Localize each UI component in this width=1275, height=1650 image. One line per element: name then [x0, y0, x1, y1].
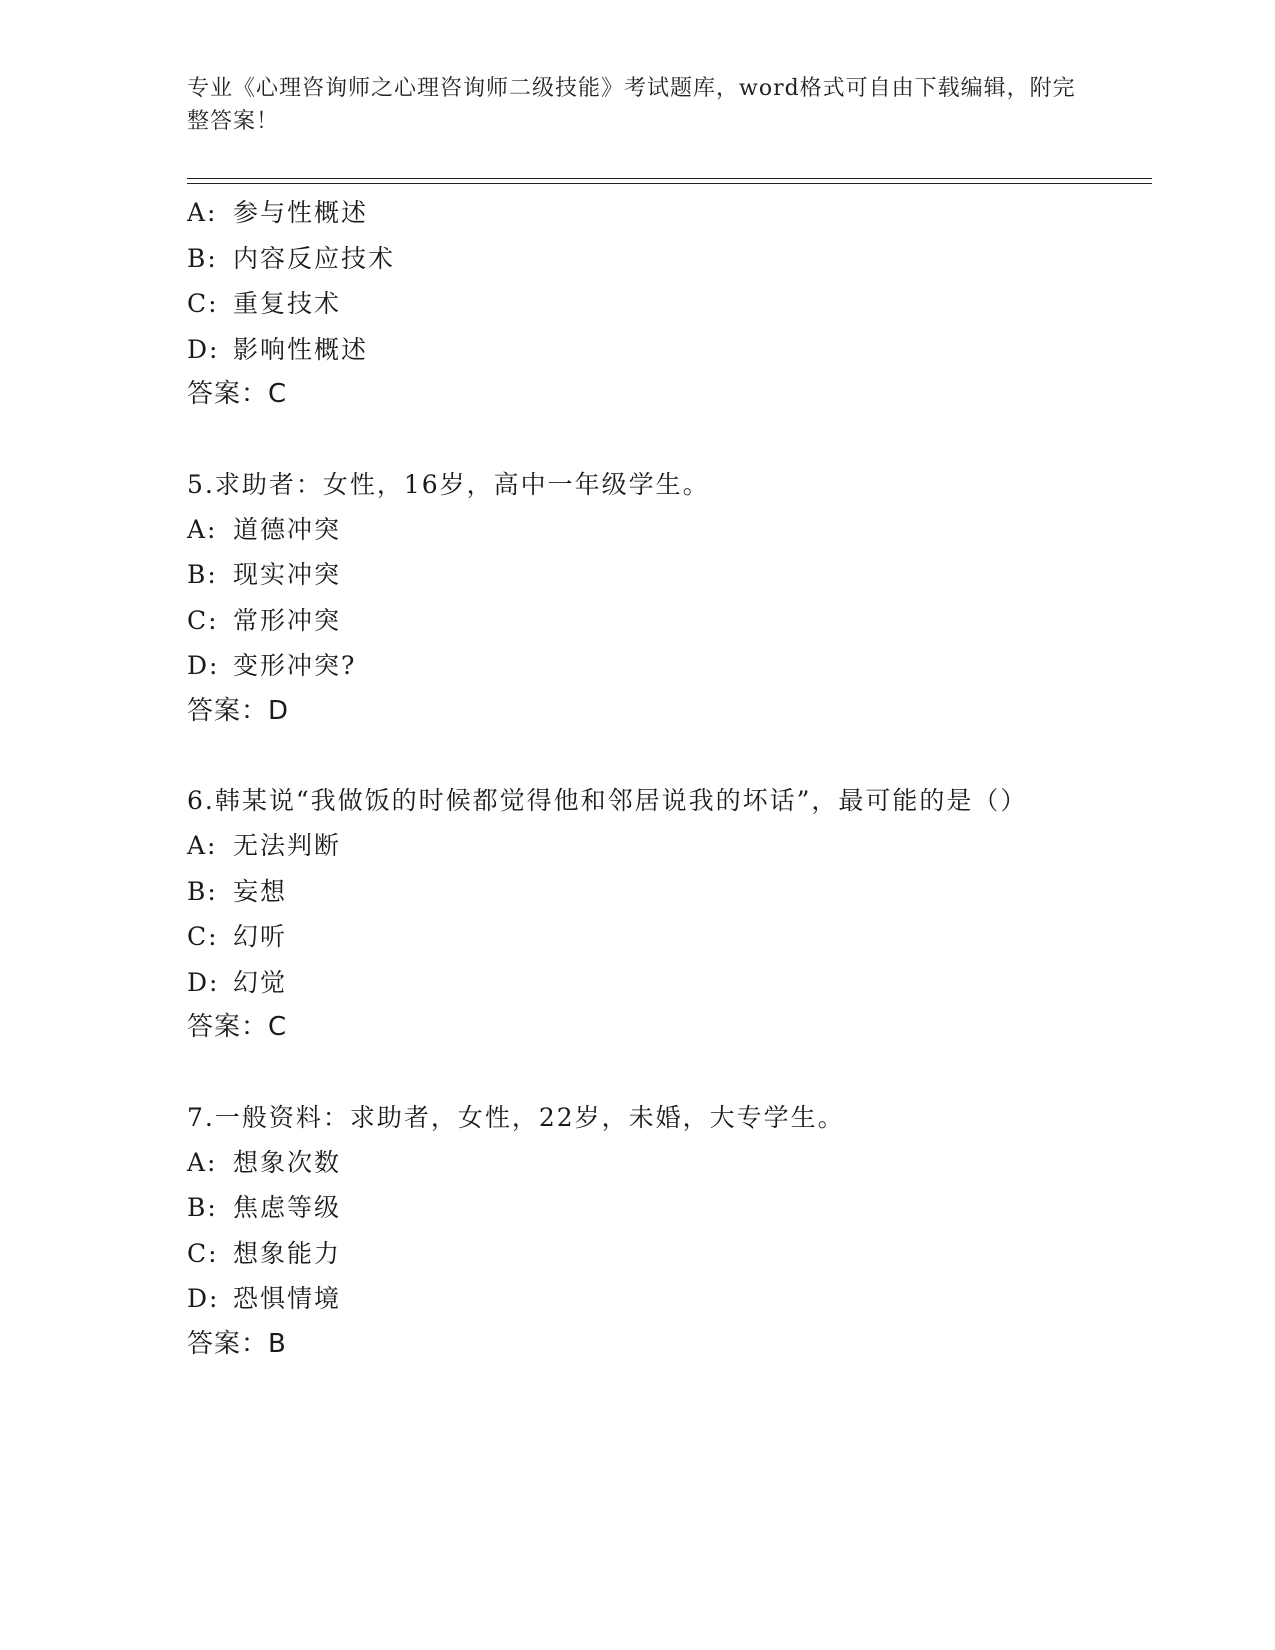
question-block-continued [187, 190, 1087, 418]
question-list [187, 190, 1087, 1367]
option-text: 道德冲突 [233, 514, 342, 544]
option-text: 想象次数 [233, 1147, 342, 1177]
option-key: A: [187, 1147, 218, 1177]
option-key: A: [187, 831, 218, 860]
header-rule-bottom [187, 183, 1152, 184]
option-a [187, 507, 1087, 553]
option-c [187, 1231, 1087, 1277]
option-key: A: [187, 198, 218, 227]
option-key: B: [187, 243, 218, 273]
option-b [187, 236, 1087, 282]
option-c [187, 281, 1087, 327]
option-a [187, 1140, 1087, 1186]
option-b [187, 552, 1087, 598]
header-rule-top [187, 178, 1152, 179]
option-d [187, 1276, 1087, 1322]
option-key: B: [187, 1193, 218, 1222]
option-b [187, 1185, 1087, 1231]
option-key: D: [187, 1284, 220, 1313]
option-text: 幻觉 [233, 967, 288, 997]
option-key: C: [187, 1238, 219, 1268]
document-header: 专业《心理咨询师之心理咨询师二级技能》考试题库，word格式可自由下载编辑，附完整答案！ [187, 76, 1076, 134]
option-text: 恐惧情境 [233, 1284, 342, 1313]
answer-line: 答案：C [187, 379, 288, 409]
question-stem: 7.一般资料：求助者，女性，22岁，未婚，大专学生。 [187, 1102, 845, 1132]
question-block-7 [187, 1095, 1087, 1368]
option-text: 常形冲突 [233, 605, 342, 635]
option-key: D: [187, 334, 220, 364]
option-a [187, 190, 1087, 236]
option-text: 参与性概述 [233, 198, 369, 227]
option-text: 现实冲突 [233, 560, 342, 589]
question-stem: 6.韩某说“我做饭的时候都觉得他和邻居说我的坏话”，最可能的是（） [187, 786, 1028, 815]
option-text: 重复技术 [233, 289, 342, 318]
question-block-6 [187, 778, 1087, 1051]
option-c [187, 598, 1087, 644]
option-d [187, 643, 1087, 689]
option-b [187, 869, 1087, 915]
option-text: 妄想 [233, 876, 288, 906]
option-key: D: [187, 967, 220, 997]
option-key: B: [187, 560, 218, 589]
option-key: D: [187, 651, 220, 680]
answer-line: 答案：D [187, 695, 290, 726]
option-key: B: [187, 876, 218, 906]
question-block-5 [187, 462, 1087, 735]
option-c [187, 914, 1087, 960]
option-text: 无法判断 [233, 831, 342, 860]
option-a [187, 823, 1087, 869]
option-text: 内容反应技术 [233, 243, 396, 273]
answer-line: 答案：B [187, 1328, 287, 1359]
option-text: 想象能力 [233, 1238, 342, 1268]
option-text: 影响性概述 [233, 334, 369, 364]
answer-line: 答案：C [187, 1012, 288, 1042]
option-text: 幻听 [233, 922, 288, 951]
option-text: 变形冲突? [233, 651, 357, 680]
option-key: A: [187, 514, 218, 544]
option-text: 焦虑等级 [233, 1193, 342, 1222]
option-d [187, 960, 1087, 1006]
option-key: C: [187, 289, 219, 318]
option-key: C: [187, 922, 219, 951]
option-d [187, 327, 1087, 373]
question-stem: 5.求助者：女性，16岁，高中一年级学生。 [187, 469, 710, 499]
option-key: C: [187, 605, 219, 635]
